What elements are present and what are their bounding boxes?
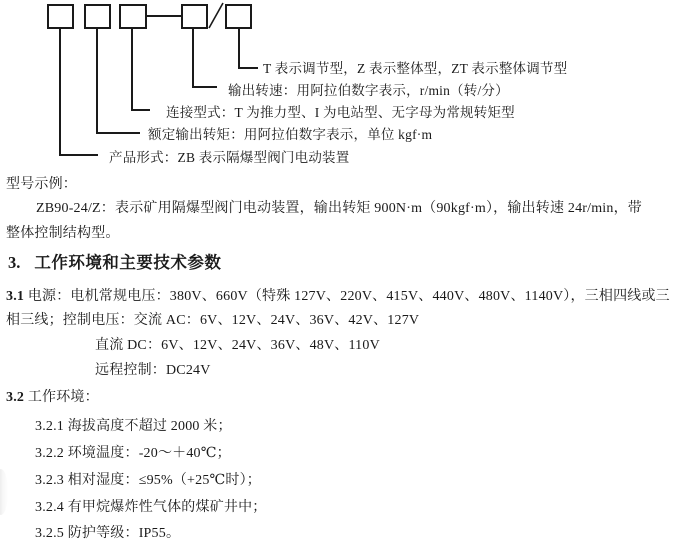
label-regulation-type: T 表示调节型，Z 表示整体型，ZT 表示整体调节型 <box>263 61 568 76</box>
model-example-line1: ZB90-24/Z：表示矿用隔爆型阀门电动装置，输出转矩 900N·m（90kgf·m），输出转速 24r/min，带 <box>36 201 642 216</box>
environment-heading <box>6 389 99 407</box>
section-title: 工作环境和主要技术参数 <box>34 253 222 272</box>
env-item-protection: 3.2.5 防护等级：IP55。 <box>35 526 181 541</box>
label-rated-torque: 额定输出转矩：用阿拉伯数字表示，单位 kgf·m <box>148 127 433 142</box>
leader-line-box2 <box>97 28 140 133</box>
label-connection-type: 连接型式：T 为推力型、I 为电站型、无字母为常规转矩型 <box>166 105 515 120</box>
leader-line-box3 <box>132 28 150 110</box>
code-box-2 <box>85 5 110 28</box>
slash-mark <box>209 3 223 28</box>
section-number: 3. <box>8 253 21 272</box>
remote-control-line: 远程控制：DC24V <box>95 363 211 378</box>
code-box-1 <box>48 5 73 28</box>
leader-line-box5 <box>239 28 258 68</box>
model-example-line2: 整体控制结构型。 <box>6 226 120 241</box>
environment-title: 工作环境： <box>27 390 99 405</box>
section-heading <box>8 249 221 273</box>
label-product-form: 产品形式：ZB 表示隔爆型阀门电动装置 <box>109 150 350 165</box>
code-box-3 <box>120 5 146 28</box>
env-item-temperature: 3.2.2 环境温度：-20～＋40℃； <box>35 446 231 461</box>
env-item-methane: 3.2.4 有甲烷爆炸性气体的煤矿井中； <box>35 500 267 515</box>
leader-line-box4 <box>193 28 217 87</box>
leader-line-box1 <box>60 28 98 155</box>
dc-voltage-line: 直流 DC：6V、12V、24V、36V、48V、110V <box>95 338 380 353</box>
scan-edge-artifact <box>0 469 8 515</box>
environment-number: 3.2 <box>6 390 25 405</box>
label-output-speed: 输出转速：用阿拉伯数字表示，r/min（转/分） <box>228 83 509 98</box>
power-supply-line1-text: 电源：电机常规电压：380V、660V（特殊 127V、220V、415V、440V、480V、1140V），三相四线或三 <box>27 289 670 304</box>
code-box-4 <box>182 5 207 28</box>
code-box-5 <box>226 5 251 28</box>
env-item-humidity: 3.2.3 相对湿度：≤95%（+25℃时）； <box>35 473 262 488</box>
power-supply-number: 3.1 <box>6 289 25 304</box>
power-supply-line1 <box>6 288 670 306</box>
env-item-altitude: 3.2.1 海拔高度不超过 2000 米； <box>35 419 232 434</box>
power-supply-line2: 相三线；控制电压：交流 AC：6V、12V、24V、36V、42V、127V <box>6 313 420 328</box>
model-example-heading: 型号示例： <box>6 177 77 192</box>
